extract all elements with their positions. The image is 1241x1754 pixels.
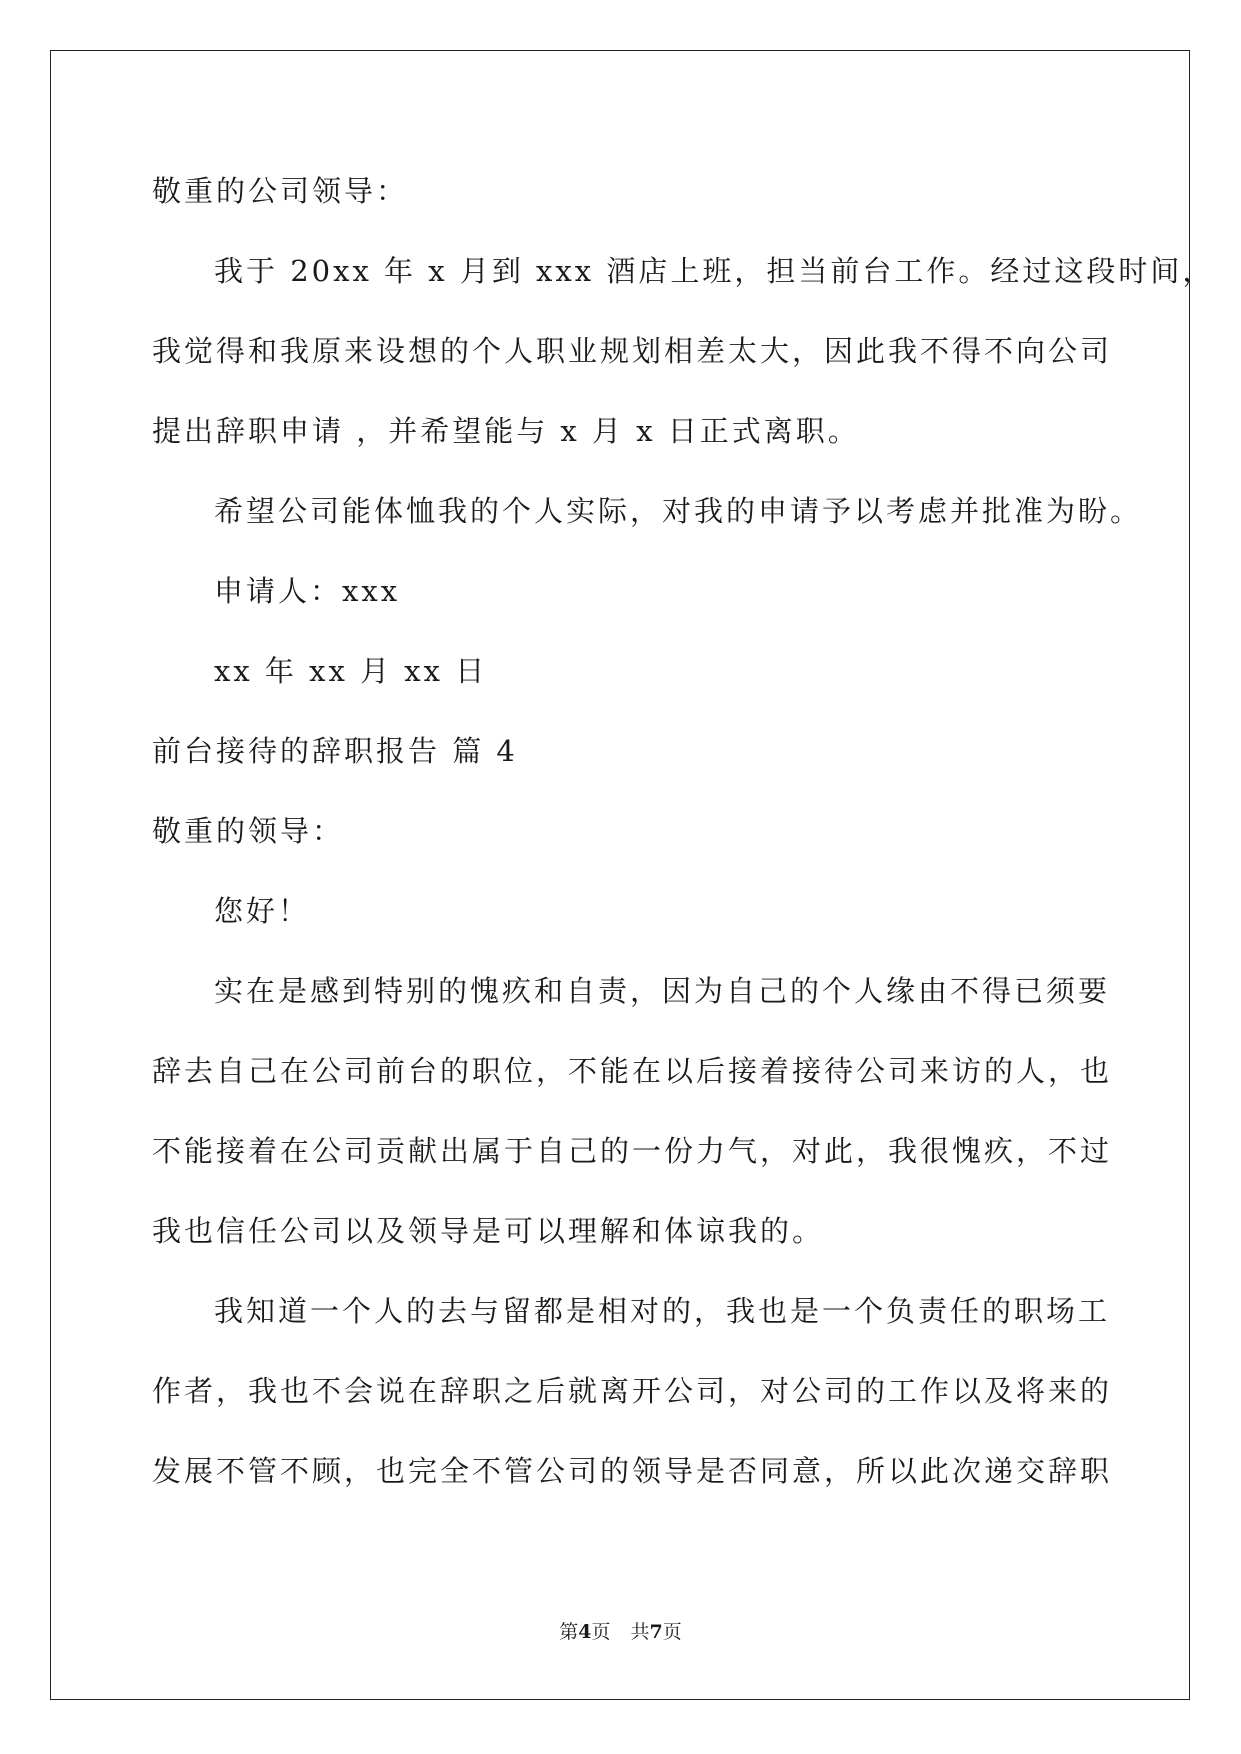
- paragraph-line: 作者，我也不会说在辞职之后就离开公司，对公司的工作以及将来的: [152, 1374, 1113, 1408]
- paragraph-line: 辞去自己在公司前台的职位，不能在以后接着接待公司来访的人，也: [152, 1054, 1113, 1088]
- total-prefix: 共: [630, 1621, 650, 1643]
- paragraph-line: 提出辞职申请 ，并希望能与 x 月 x 日正式离职。: [152, 414, 860, 448]
- paragraph-line: 不能接着在公司贡献出属于自己的一份力气，对此，我很愧疚，不过: [152, 1134, 1113, 1168]
- paragraph-line: 实在是感到特别的愧疚和自责，因为自己的个人缘由不得已须要: [214, 974, 1111, 1008]
- page-number: 4: [578, 1621, 592, 1643]
- paragraph-line: 希望公司能体恤我的个人实际，对我的申请予以考虑并批准为盼。: [214, 494, 1143, 528]
- salutation: 敬重的公司领导：: [152, 174, 409, 208]
- page-footer: [0, 1620, 1241, 1644]
- paragraph-line: 我也信任公司以及领导是可以理解和体谅我的。: [152, 1214, 825, 1248]
- paragraph-line: 我觉得和我原来设想的个人职业规划相差太大，因此我不得不向公司: [152, 334, 1113, 368]
- greeting-line: 您好！: [214, 894, 311, 928]
- applicant-line: 申请人：xxx: [214, 574, 401, 608]
- paragraph-line: 我于 20xx 年 x 月到 xxx 酒店上班，担当前台工作。经过这段时间，: [214, 254, 1215, 288]
- total-pages: 7: [649, 1621, 663, 1643]
- paragraph-line: 我知道一个人的去与留都是相对的，我也是一个负责任的职场工: [214, 1294, 1111, 1328]
- section-heading: 前台接待的辞职报告 篇 4: [152, 734, 518, 768]
- salutation: 敬重的领导：: [152, 814, 345, 848]
- paragraph-line: 发展不管不顾，也完全不管公司的领导是否同意，所以此次递交辞职: [152, 1454, 1113, 1488]
- page-suffix: 页: [591, 1621, 611, 1643]
- date-line: xx 年 xx 月 xx 日: [214, 654, 488, 688]
- page-prefix: 第: [559, 1621, 579, 1643]
- total-suffix: 页: [662, 1621, 682, 1643]
